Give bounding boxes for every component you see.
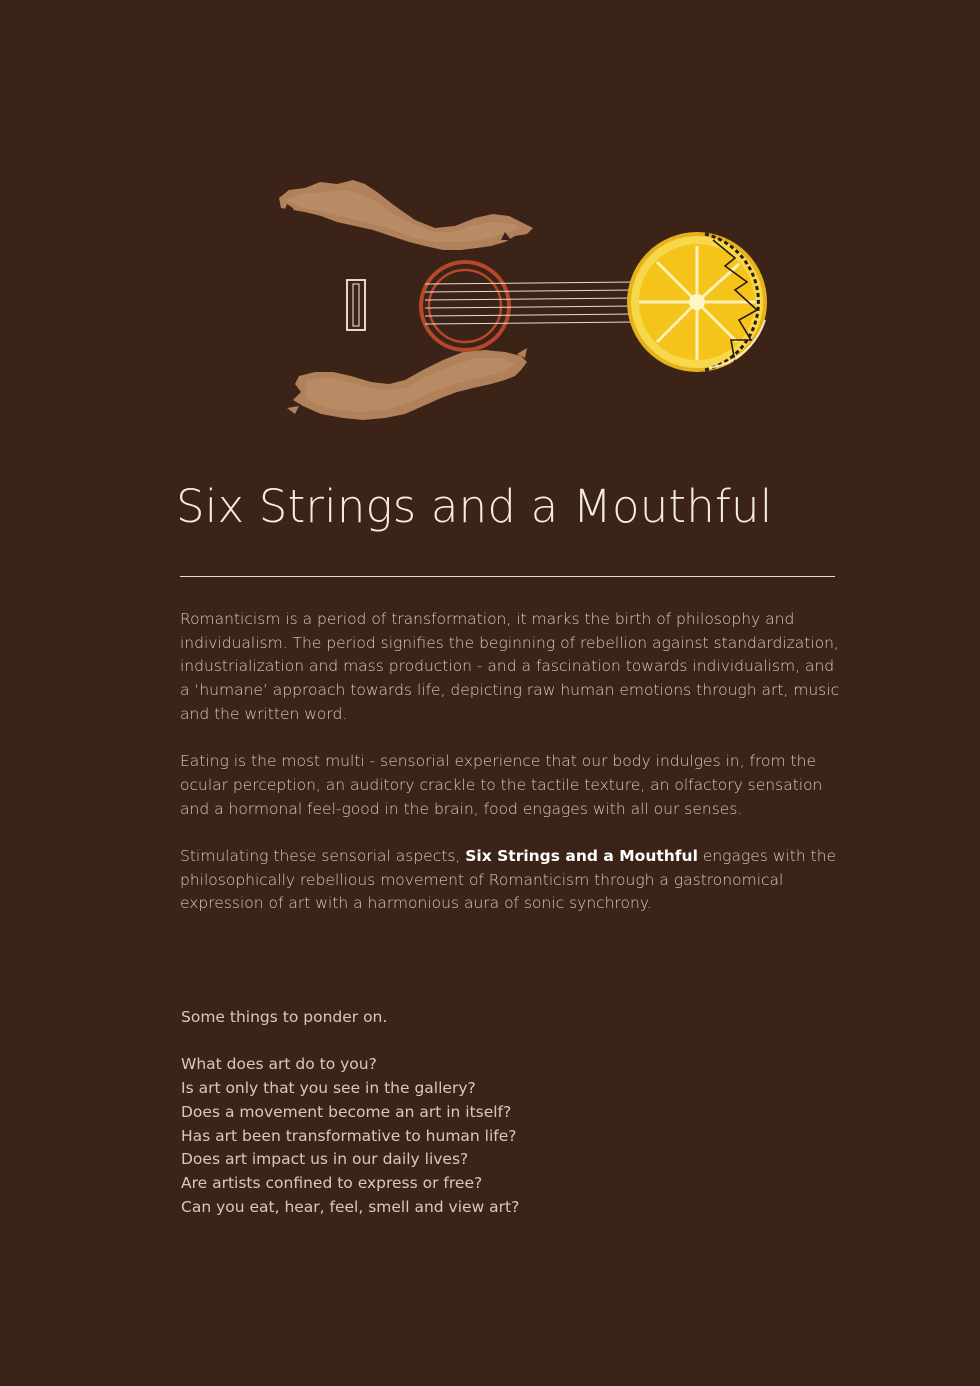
lemon-slice	[627, 232, 767, 372]
closing-text-before: Stimulating these sensorial aspects,	[180, 847, 466, 865]
body-text	[180, 608, 840, 940]
list-item: Has art been transformative to human life?	[181, 1126, 517, 1145]
list-item: Does art impact us in our daily lives?	[181, 1150, 469, 1169]
list-item: Can you eat, hear, feel, smell and view art?	[181, 1197, 520, 1216]
poster-title: Six Strings and a Mouthful	[176, 480, 773, 533]
project-name-emphasis: Six Strings and a Mouthful	[465, 847, 698, 865]
list-item: Does a movement become an art in itself?	[181, 1102, 512, 1121]
guitar-bridge	[347, 280, 365, 330]
paragraph-stimulating	[180, 845, 840, 916]
sound-hole	[421, 262, 509, 350]
ponder-intro: Some things to ponder on.	[181, 1008, 388, 1026]
guitar-upper-body	[279, 180, 533, 250]
paragraph-romanticism: Romanticism is a period of transformation, it marks the birth of philosophy and individualism. The period signifies the beginning of rebellion against standardization, industrialization and mass production - and a fascination towards individualism, and a ‘humane’ approach towards life, depicting raw human emotions through art, music and the written word.	[180, 610, 840, 723]
list-item: Are artists confined to express or free?	[181, 1173, 483, 1192]
guitar-lower-body	[287, 348, 527, 420]
list-item: What does art do to you?	[181, 1055, 377, 1074]
paragraph-eating: Eating is the most multi - sensorial experience that our body indulges in, from the ocular perception, an auditory crackle to the tactile texture, an olfactory sensation and a hormonal feel-good in the brain, food engages with all our senses.	[180, 752, 823, 818]
list-item: Is art only that you see in the gallery?	[181, 1079, 476, 1098]
ponder-section	[181, 1006, 701, 1219]
title-divider	[180, 576, 835, 577]
guitar-strings	[425, 282, 635, 324]
closing-text-after: engages with the philosophically rebellious movement of Romanticism through a gastronomical expression of art with a harmonious aura of sonic synchrony.	[180, 847, 837, 913]
ponder-questions	[181, 1053, 701, 1219]
guitar-lemon-illustration	[265, 170, 785, 430]
